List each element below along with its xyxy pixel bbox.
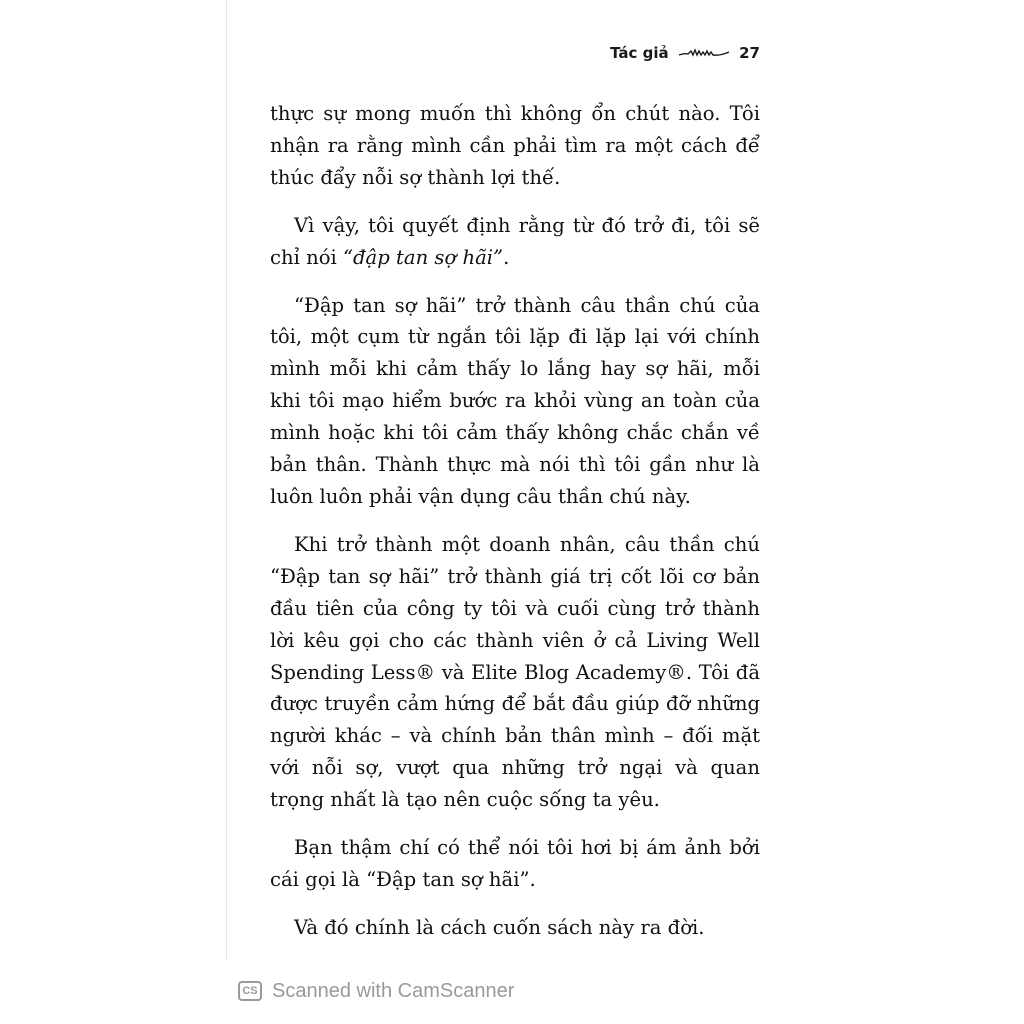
camscanner-watermark xyxy=(238,978,514,1004)
paragraph-4: Khi trở thành một doanh nhân, câu thần chú “Đập tan sợ hãi” trở thành giá trị cốt lõi cơ bản đầu tiên của công ty tôi và cuối cùng trở thành lời kêu gọi cho các thành viên ở cả Living Well Spending Less® và Elite Blog Academy®. Tôi đã được truyền cảm hứng để bắt đầu giúp đỡ những người khác – và chính bản thân mình – đối mặt với nỗi sợ, vượt qua những trở ngại và quan trọng nhất là tạo nên cuộc sống ta yêu. xyxy=(270,532,760,812)
running-header xyxy=(600,44,760,66)
watermark-text: Scanned with CamScanner xyxy=(272,979,515,1002)
paragraph-2 xyxy=(270,210,760,274)
header-section-title: Tác giả xyxy=(610,44,669,62)
paragraph-3: “Đập tan sợ hãi” trở thành câu thần chú của tôi, một cụm từ ngắn tôi lặp đi lặp lại với chính mình mỗi khi cảm thấy lo lắng hay sợ hãi, mỗi khi tôi mạo hiểm bước ra khỏi vùng an toàn của mình hoặc khi tôi cảm thấy không chắc chắn về bản thân. Thành thực mà nói thì tôi gần như là luôn luôn phải vận dụng câu thần chú này. xyxy=(270,293,760,508)
squiggle-ornament-icon xyxy=(678,45,730,63)
paragraph-6: Và đó chính là cách cuốn sách này ra đời. xyxy=(294,915,705,939)
body-text xyxy=(270,98,760,960)
page-number: 27 xyxy=(739,44,760,62)
camscanner-logo-icon: CS xyxy=(238,981,262,1001)
paragraph-1: thực sự mong muốn thì không ổn chút nào. Tôi nhận ra rằng mình cần phải tìm ra một cách để thúc đẩy nỗi sợ thành lợi thế. xyxy=(270,102,760,189)
paragraph-2-lead: Vì vậy, tôi quyết định rằng từ đó trở đi, tôi sẽ chỉ nói xyxy=(270,213,760,269)
paragraph-2-tail: . xyxy=(503,245,510,269)
page-edge-divider xyxy=(226,0,227,960)
paragraph-5: Bạn thậm chí có thể nói tôi hơi bị ám ảnh bởi cái gọi là “Đập tan sợ hãi”. xyxy=(270,836,760,891)
paragraph-2-emphasis: “đập tan sợ hãi” xyxy=(343,245,504,269)
